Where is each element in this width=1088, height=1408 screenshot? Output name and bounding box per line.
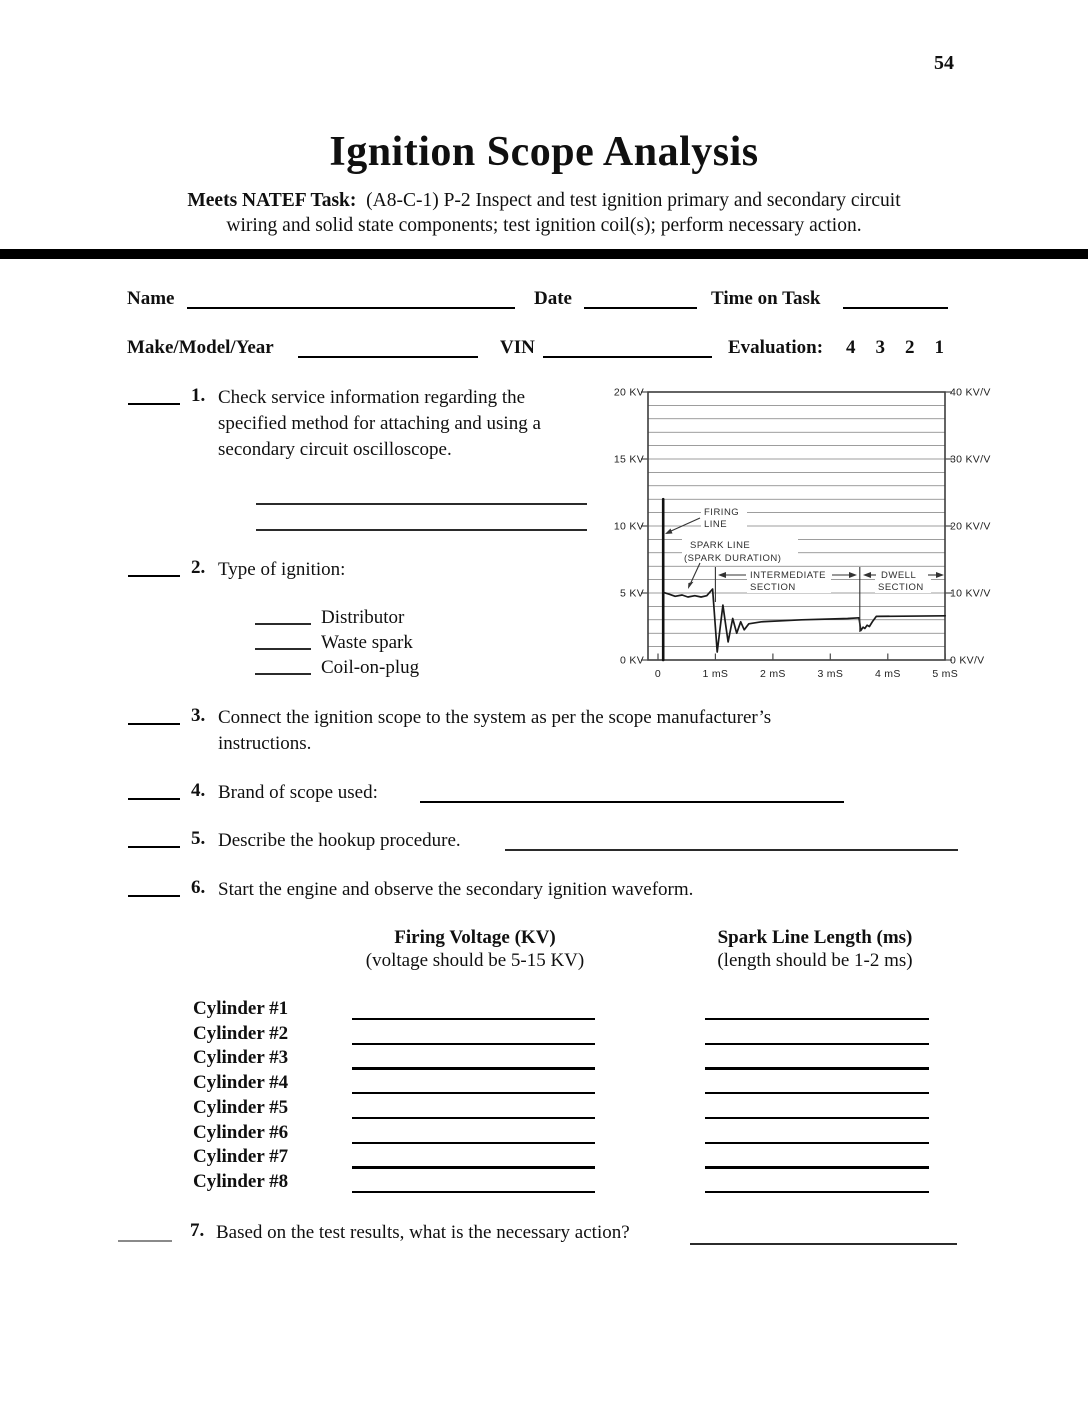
right-axis-0kvv: 0 KV/V: [950, 654, 985, 667]
left-axis-0kv: 0 KV: [620, 654, 644, 667]
make-model-year-blank-line: [298, 356, 478, 358]
cylinder-row-label: Cylinder #6: [193, 1121, 289, 1143]
x-axis-0: 0: [654, 668, 662, 680]
q1-text: Check service information regarding the specified method for attaching and using a secondary circuit oscilloscope.: [218, 387, 541, 460]
intermediate-section-label: INTERMEDIATE: [750, 570, 827, 581]
q3-text: Connect the ignition scope to the system as per the scope manufacturer’s instructions.: [218, 707, 772, 754]
q2-option-blank-distributor: [255, 623, 311, 625]
spark-length-blank: [705, 1092, 929, 1094]
q2-number: 2.: [191, 557, 206, 578]
cylinder-row-label: Cylinder #7: [193, 1146, 289, 1168]
q7-number: 7.: [190, 1220, 205, 1241]
q2-option-blank-waste-spark: [255, 648, 311, 650]
spark-length-blank: [705, 1067, 929, 1069]
svg-text:(SPARK DURATION): (SPARK DURATION): [684, 553, 782, 564]
firing-voltage-blank: [352, 1117, 595, 1119]
date-blank-line: [584, 307, 697, 309]
q2-option-waste-spark: Waste spark: [321, 632, 413, 653]
firing-voltage-blank: [352, 1142, 595, 1144]
q2-check-blank: [128, 575, 180, 577]
secondary-ignition-waveform: [663, 589, 945, 652]
cylinder-row-label: Cylinder #8: [193, 1170, 289, 1192]
q5-number: 5.: [191, 828, 206, 849]
q6-check-blank: [128, 895, 180, 897]
evaluation-score-4: 4: [846, 337, 856, 358]
scope-waveform-diagram: [600, 385, 1000, 695]
left-axis-15kv: 15 KV: [613, 453, 644, 466]
cylinder-row-label: Cylinder #5: [193, 1096, 289, 1118]
spark-line-length-header: Spark Line Length (ms): [717, 927, 913, 948]
cylinder-row-label: Cylinder #1: [193, 998, 289, 1019]
vin-label: VIN: [500, 337, 535, 358]
time-on-task-label: Time on Task: [711, 288, 821, 309]
x-axis-5ms: 5 mS: [932, 668, 959, 680]
page-number: 54: [934, 52, 954, 74]
arrow-right-icon: [936, 572, 944, 578]
q4-number: 4.: [191, 780, 206, 801]
right-axis-10kvv: 10 KV/V: [950, 587, 991, 600]
arrow-left-icon: [863, 572, 871, 578]
q3-check-blank: [128, 723, 180, 725]
firing-voltage-blank: [352, 1191, 595, 1193]
q3-number: 3.: [191, 705, 206, 726]
natef-task-statement: [0, 188, 1088, 238]
spark-length-blank: [705, 1018, 929, 1020]
date-label: Date: [534, 288, 572, 309]
q2-option-coil-on-plug: Coil-on-plug: [321, 657, 420, 678]
q2-text: Type of ignition:: [218, 559, 346, 580]
q5-check-blank: [128, 846, 180, 848]
left-axis-5kv: 5 KV: [620, 587, 644, 600]
arrow-right-icon: [849, 572, 857, 578]
q7-check-blank: [118, 1240, 172, 1242]
q7-answer-line: [690, 1243, 957, 1245]
x-axis-3ms: 3 mS: [817, 668, 844, 680]
firing-voltage-note: (voltage should be 5-15 KV): [365, 950, 585, 971]
time-on-task-blank-line: [843, 307, 948, 309]
q5-answer-line: [505, 849, 958, 851]
q4-check-blank: [128, 798, 180, 800]
left-axis-20kv: 20 KV: [613, 386, 644, 399]
evaluation-score-1: 1: [934, 337, 944, 358]
q2-option-distributor: Distributor: [321, 607, 405, 628]
x-axis-2ms: 2 mS: [760, 668, 786, 680]
q7-text: Based on the test results, what is the necessary action?: [216, 1222, 630, 1243]
q6-text: Start the engine and observe the secondary ignition waveform.: [218, 879, 694, 900]
natef-task-text: (A8-C-1) P-2 Inspect and test ignition primary and secondary circuit: [366, 190, 901, 211]
q4-text: Brand of scope used:: [218, 782, 378, 803]
x-axis-1ms: 1 mS: [702, 668, 729, 680]
right-axis-30kvv: 30 KV/V: [950, 453, 991, 466]
q1-answer-line-2: [256, 529, 587, 531]
x-axis-4ms: 4 mS: [874, 668, 901, 680]
spark-line-pointer-icon: [688, 582, 694, 589]
svg-text:LINE: LINE: [704, 519, 728, 530]
q1-number: 1.: [191, 385, 206, 406]
name-label: Name: [127, 288, 175, 309]
right-axis-20kvv: 20 KV/V: [950, 520, 991, 533]
spark-line-label: SPARK LINE: [690, 540, 751, 551]
q1-answer-line-1: [256, 503, 587, 505]
scope-gridlines: [648, 405, 945, 646]
firing-line-label: FIRING: [704, 507, 740, 518]
left-axis-10kv: 10 KV: [613, 520, 644, 533]
header-divider-bar: [0, 249, 1088, 259]
q1-check-blank: [128, 403, 180, 405]
page-title: Ignition Scope Analysis: [329, 129, 759, 175]
cylinder-row-label: Cylinder #4: [193, 1072, 289, 1094]
q6-number: 6.: [191, 877, 206, 898]
spark-length-blank: [705, 1166, 929, 1168]
name-blank-line: [187, 307, 515, 309]
q2-option-blank-coil-on-plug: [255, 673, 311, 675]
vin-blank-line: [543, 356, 712, 358]
svg-text:SECTION: SECTION: [750, 582, 796, 593]
spark-length-blank: [705, 1191, 929, 1193]
evaluation-score-2: 2: [905, 337, 915, 358]
svg-text:SECTION: SECTION: [878, 582, 924, 593]
firing-voltage-blank: [352, 1092, 595, 1094]
firing-voltage-blank: [352, 1166, 595, 1168]
natef-task-label: Meets NATEF Task:: [187, 190, 357, 211]
make-model-year-label: Make/Model/Year: [127, 337, 274, 358]
natef-line-2: wiring and solid state components; test ignition coil(s); perform necessary action.: [226, 215, 862, 236]
spark-line-length-note: (length should be 1-2 ms): [717, 950, 913, 971]
q5-text: Describe the hookup procedure.: [218, 830, 461, 851]
right-axis-40kvv: 40 KV/V: [950, 386, 991, 399]
evaluation-label: Evaluation:: [728, 337, 824, 358]
evaluation-score-3: 3: [875, 337, 885, 358]
firing-line-pointer-icon: [665, 529, 673, 535]
firing-voltage-header: Firing Voltage (KV): [394, 927, 556, 948]
spark-length-blank: [705, 1043, 929, 1045]
firing-voltage-blank: [352, 1018, 595, 1020]
evaluation-scores: [846, 337, 944, 359]
arrow-left-icon: [718, 572, 726, 578]
q4-answer-line: [420, 801, 844, 803]
dwell-section-label: DWELL: [881, 570, 917, 581]
firing-voltage-blank: [352, 1067, 595, 1069]
natef-line-1: [0, 188, 1088, 213]
spark-length-blank: [705, 1117, 929, 1119]
cylinder-row-label: Cylinder #2: [193, 1022, 289, 1044]
spark-length-blank: [705, 1142, 929, 1144]
cylinder-row-label: Cylinder #3: [193, 1047, 289, 1069]
firing-voltage-blank: [352, 1043, 595, 1045]
